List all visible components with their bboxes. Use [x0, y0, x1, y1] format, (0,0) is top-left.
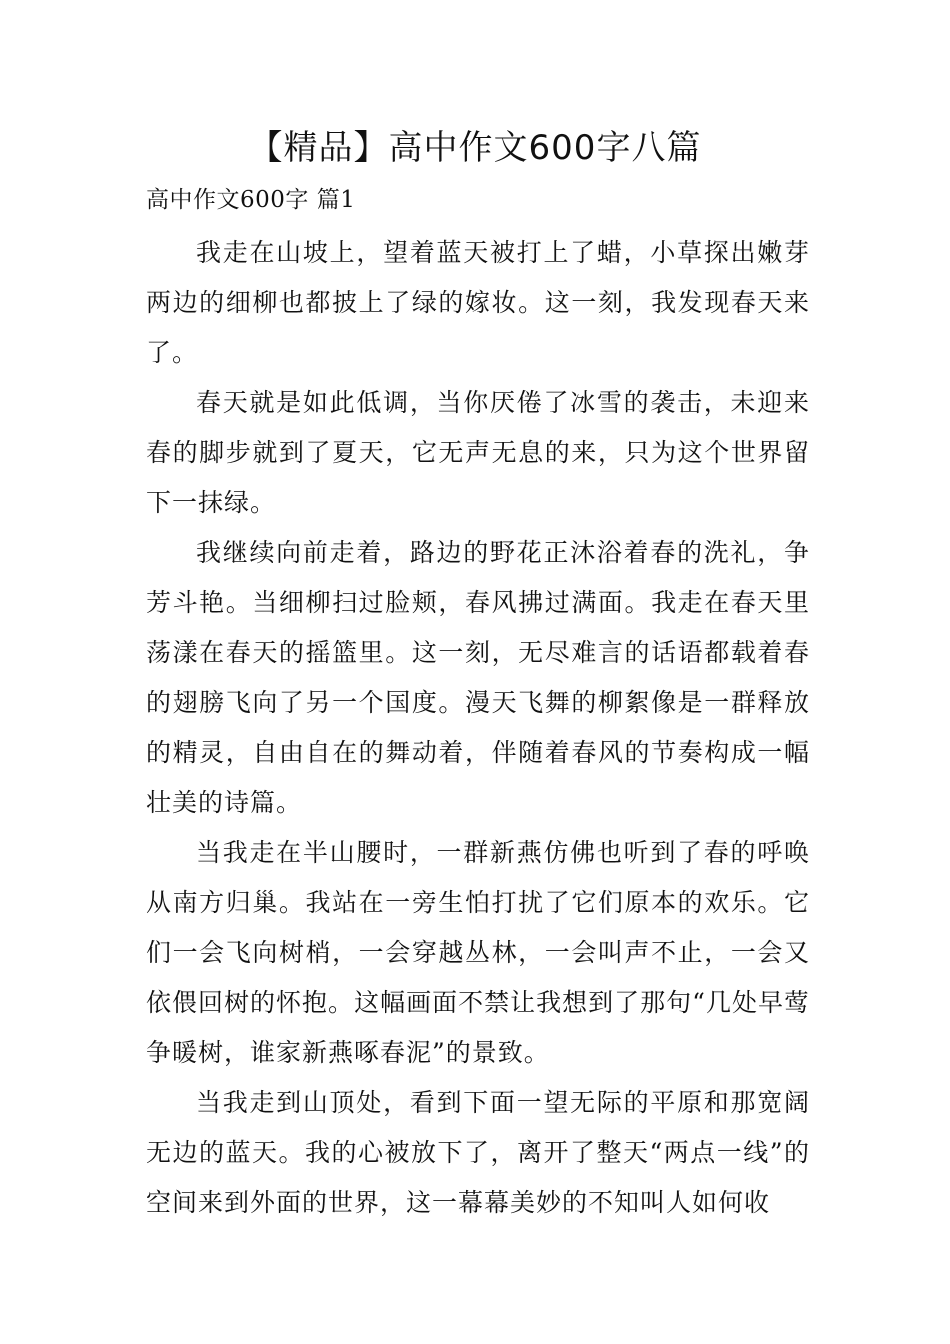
paragraph: 当我走到山顶处，看到下面一望无际的平原和那宽阔无边的蓝天。我的心被放下了，离开了整天“两点一线”的空间来到外面的世界，这一幕幕美妙的不知叫人如何收: [146, 1088, 810, 1217]
paragraph: 我走在山坡上，望着蓝天被打上了蜡，小草探出嫩芽两边的细柳也都披上了绿的嫁妆。这一刻，我发现春天来了。: [146, 238, 810, 367]
document-body: [146, 178, 810, 1228]
paragraph: 我继续向前走着，路边的野花正沐浴着春的洗礼，争芳斗艳。当细柳扫过脸颊，春风拂过满面。我走在春天里荡漾在春天的摇篮里。这一刻，无尽难言的话语都载着春的翅膀飞向了另一个国度。漫天飞舞的柳絮像是一群释放的精灵，自由自在的舞动着，伴随着春风的节奏构成一幅壮美的诗篇。: [146, 538, 810, 817]
document-title: 【精品】高中作文600字八篇: [248, 128, 702, 168]
paragraph: 当我走在半山腰时，一群新燕仿佛也听到了春的呼唤从南方归巢。我站在一旁生怕打扰了它们原本的欢乐。它们一会飞向树梢，一会穿越丛林，一会叫声不止，一会又依偎回树的怀抱。这幅画面不禁让我想到了那句“几处早莺争暖树，谁家新燕啄春泥”的景致。: [146, 838, 810, 1067]
section-heading: 高中作文600字 篇1: [146, 187, 356, 213]
paragraph: 春天就是如此低调，当你厌倦了冰雪的袭击，未迎来春的脚步就到了夏天，它无声无息的来，只为这个世界留下一抹绿。: [146, 388, 810, 517]
